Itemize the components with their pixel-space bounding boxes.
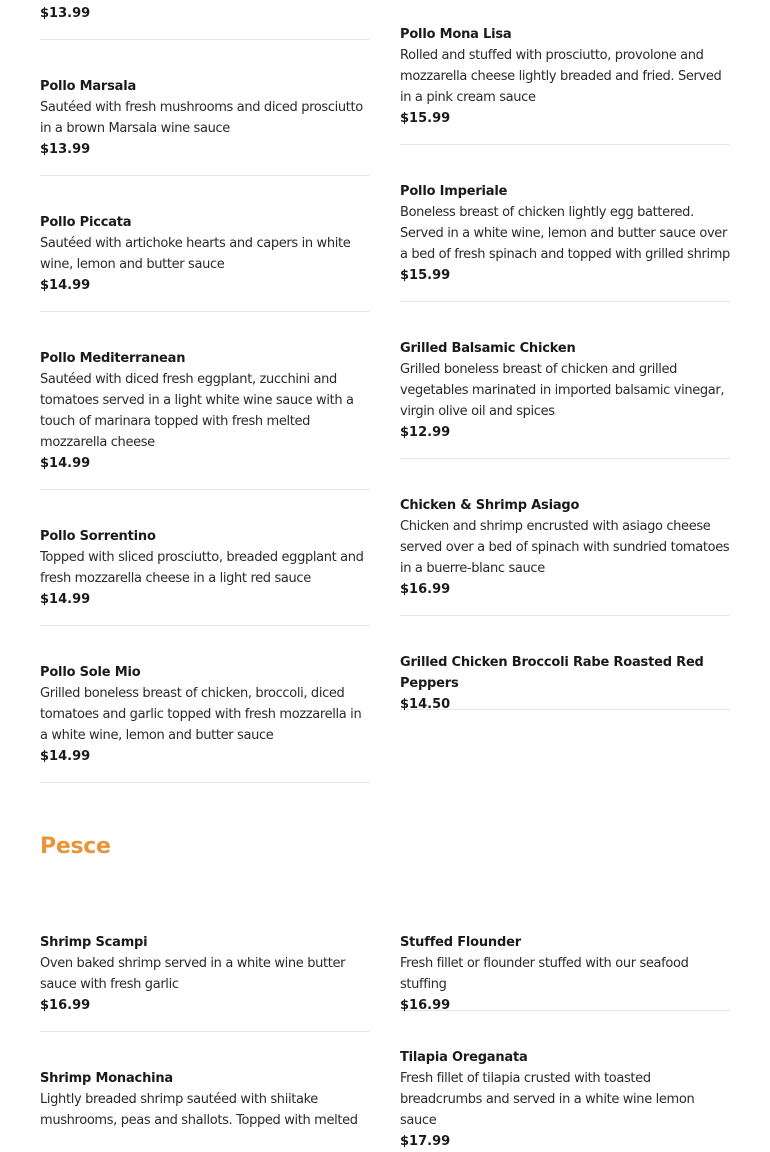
item-price: $13.99: [40, 6, 91, 21]
item-description: Sautéed with fresh mushrooms and diced prosciutto in a brown Marsala wine sauce: [40, 100, 363, 136]
menu-item: [40, 526, 370, 626]
item-price: $14.99: [40, 456, 91, 471]
item-description: Topped with sliced prosciutto, breaded eggplant and fresh mozzarella cheese in a light red sauce: [40, 550, 364, 586]
item-description: Fresh fillet or flounder stuffed with our seafood stuffing: [400, 956, 689, 992]
menu-item: [400, 932, 730, 1011]
item-name: Pollo Piccata: [40, 215, 132, 230]
item-description: Boneless breast of chicken lightly egg battered. Served in a white wine, lemon and butter sauce over a bed of fresh spinach and topped with grilled shrimp: [400, 205, 730, 262]
item-price: $15.99: [400, 268, 451, 283]
menu-item: [40, 932, 370, 1032]
item-price: $13.99: [40, 142, 91, 157]
item-price: $16.99: [40, 998, 91, 1013]
item-price: $14.99: [40, 278, 91, 293]
menu-item: [400, 495, 730, 616]
menu-item: [40, 76, 370, 176]
item-name: Stuffed Flounder: [400, 935, 521, 950]
item-price: $14.99: [40, 592, 91, 607]
item-name: Shrimp Scampi: [40, 935, 148, 950]
item-name: Pollo Sorrentino: [40, 529, 156, 544]
menu-item: [40, 3, 370, 40]
menu-item: [40, 1068, 370, 1148]
item-price: $16.99: [400, 582, 451, 597]
menu-item: [400, 338, 730, 459]
item-name: Pollo Sole Mio: [40, 665, 141, 680]
item-name: Shrimp Monachina: [40, 1071, 174, 1086]
menu-item: [400, 652, 730, 710]
item-description: Rolled and stuffed with prosciutto, provolone and mozzarella cheese lightly breaded and fried. Served in a pink cream sauce: [400, 48, 722, 105]
item-price: $14.99: [40, 749, 91, 764]
item-name: Pollo Imperiale: [400, 184, 508, 199]
item-description: Sautéed with diced fresh eggplant, zucchini and tomatoes served in a light white wine sauce with a touch of marinara topped with fresh melted mozzarella cheese: [40, 372, 354, 450]
item-price: $15.99: [400, 111, 451, 126]
menu-item: [40, 662, 370, 783]
item-description: Sautéed with artichoke hearts and capers in white wine, lemon and butter sauce: [40, 236, 351, 272]
item-description: Fresh fillet of tilapia crusted with toasted breadcrumbs and served in a white wine lemon sauce: [400, 1071, 695, 1128]
item-description: Grilled boneless breast of chicken and grilled vegetables marinated in imported balsamic vinegar, virgin olive oil and spices: [400, 362, 725, 419]
item-name: Tilapia Oreganata: [400, 1050, 528, 1065]
item-price: $16.99: [400, 998, 451, 1013]
menu-item: [400, 1047, 730, 1149]
item-name: Pollo Mona Lisa: [400, 27, 512, 42]
item-description: Lightly breaded shrimp sautéed with shiitake mushrooms, peas and shallots. Topped with melted: [40, 1092, 358, 1128]
menu-item: [400, 181, 730, 302]
menu-item: [40, 348, 370, 490]
item-price: $14.50: [400, 697, 451, 712]
item-price: $12.99: [400, 425, 451, 440]
item-name: Pollo Marsala: [40, 79, 137, 94]
item-name: Grilled Balsamic Chicken: [400, 341, 576, 356]
item-name: Pollo Mediterranean: [40, 351, 186, 366]
menu-item: [40, 212, 370, 312]
menu-item: [400, 24, 730, 145]
item-name: Grilled Chicken Broccoli Rabe Roasted Red Peppers: [400, 655, 704, 691]
section-title: Pesce: [40, 834, 111, 859]
item-description: Grilled boneless breast of chicken, broccoli, diced tomatoes and garlic topped with fresh mozzarella in a white wine, lemon and butter sauce: [40, 686, 362, 743]
item-name: Chicken & Shrimp Asiago: [400, 498, 580, 513]
item-description: Oven baked shrimp served in a white wine butter sauce with fresh garlic: [40, 956, 346, 992]
item-description: Chicken and shrimp encrusted with asiago cheese served over a bed of spinach with sundried tomatoes in a buerre-blanc sauce: [400, 519, 730, 576]
item-price: $17.99: [400, 1134, 451, 1149]
